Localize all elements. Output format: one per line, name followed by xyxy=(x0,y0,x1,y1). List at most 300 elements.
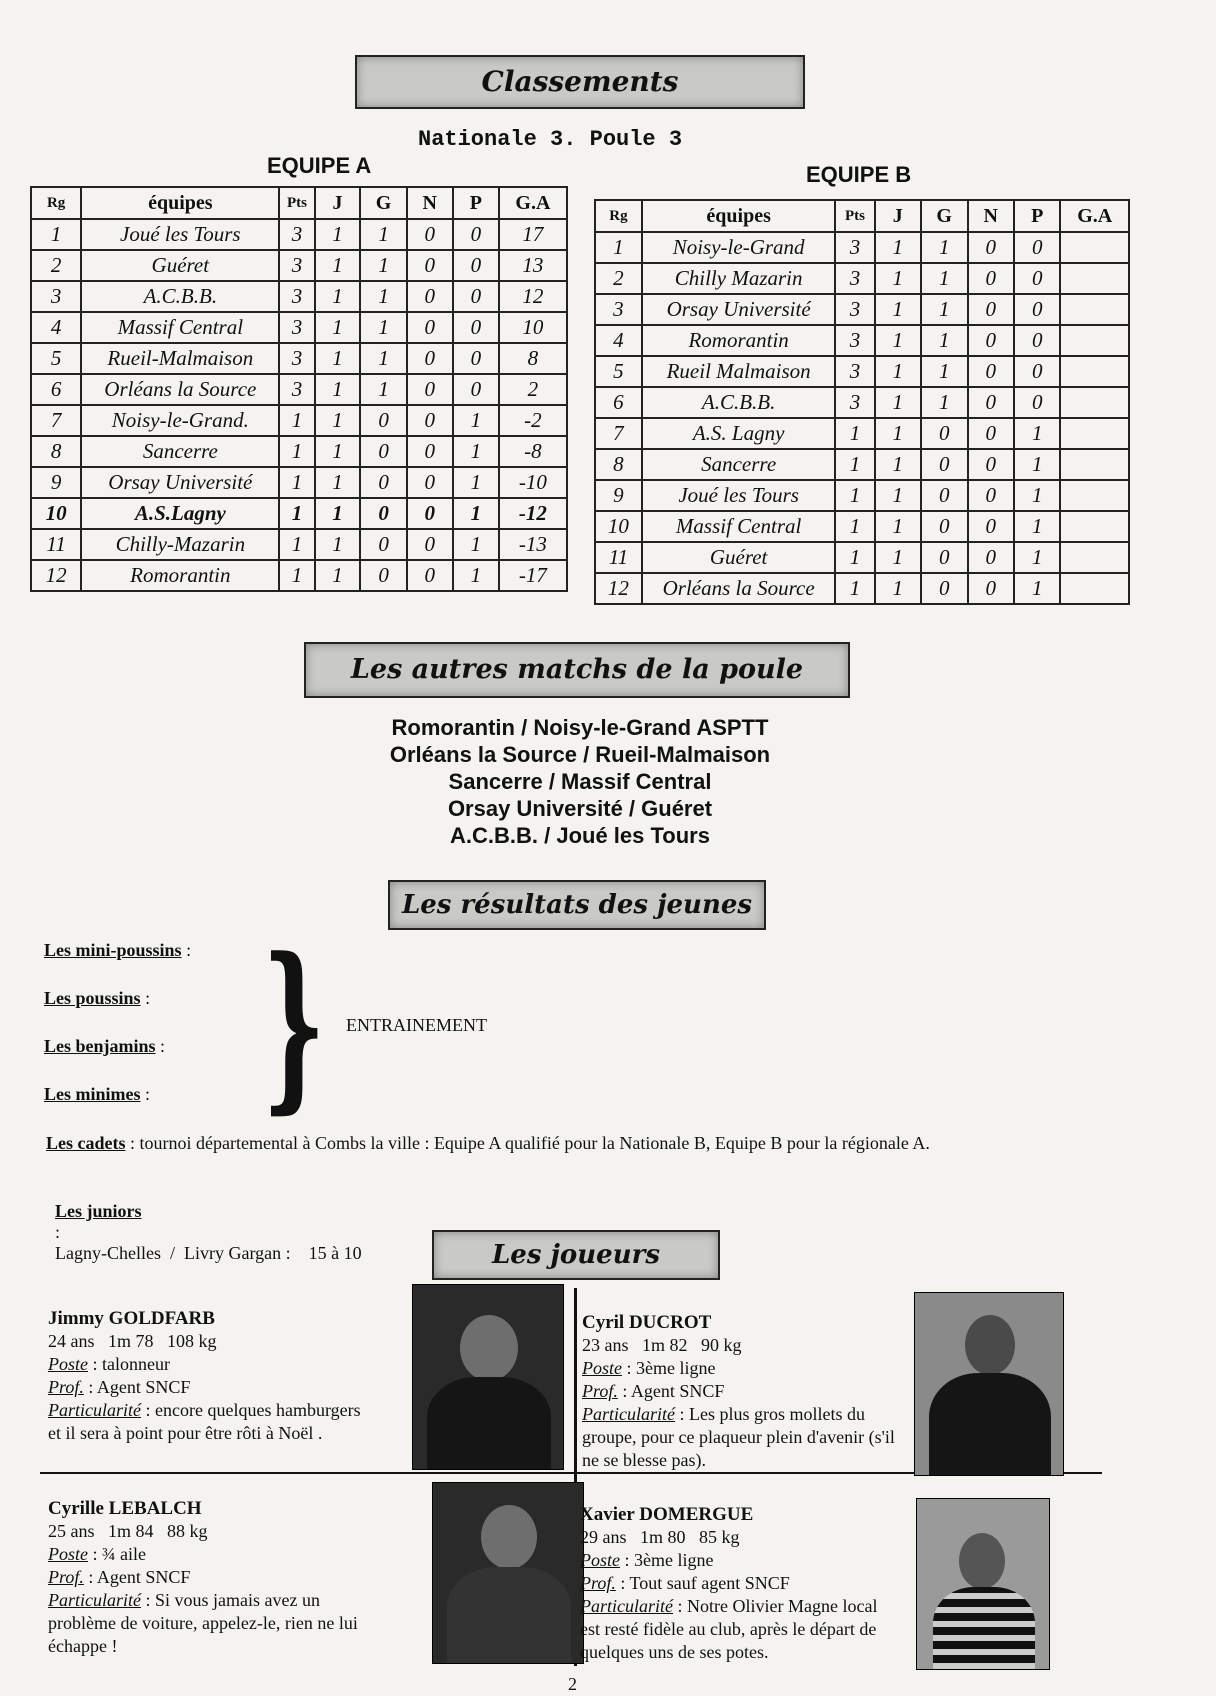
played-cell: 1 xyxy=(315,498,361,529)
team-cell: Guéret xyxy=(81,250,279,281)
played-cell: 1 xyxy=(315,436,361,467)
juniors-row xyxy=(46,1180,362,1264)
player-stats: 29 ans 1m 80 85 kg xyxy=(580,1527,740,1547)
goal-average-cell: 2 xyxy=(499,374,567,405)
rank-cell: 8 xyxy=(31,436,81,467)
won-cell: 1 xyxy=(921,325,968,356)
lost-cell: 1 xyxy=(1014,542,1060,573)
played-cell: 1 xyxy=(315,467,361,498)
table-row xyxy=(595,573,1129,604)
team-cell: Romorantin xyxy=(642,325,836,356)
youth-banner xyxy=(388,880,766,930)
lost-cell: 0 xyxy=(453,312,499,343)
goal-average-cell xyxy=(1060,356,1129,387)
played-cell: 1 xyxy=(875,480,921,511)
team-cell: Chilly Mazarin xyxy=(642,263,836,294)
points-cell: 1 xyxy=(279,436,314,467)
cadets-row xyxy=(46,1133,1196,1154)
lost-cell: 1 xyxy=(1014,418,1060,449)
goal-average-cell: -8 xyxy=(499,436,567,467)
goal-average-cell: -17 xyxy=(499,560,567,591)
won-cell: 0 xyxy=(921,480,968,511)
player-stats: 24 ans 1m 78 108 kg xyxy=(48,1331,217,1351)
goal-average-cell xyxy=(1060,418,1129,449)
cadets-label: Les cadets xyxy=(46,1133,126,1153)
lost-cell: 1 xyxy=(453,405,499,436)
played-cell: 1 xyxy=(315,374,361,405)
won-cell: 0 xyxy=(921,573,968,604)
header-goal-average: G.A xyxy=(1060,200,1129,232)
header-won: G xyxy=(360,187,406,219)
drawn-cell: 0 xyxy=(968,418,1015,449)
prof-label: Prof. xyxy=(48,1567,84,1587)
header-team: équipes xyxy=(81,187,279,219)
prof-label: Prof. xyxy=(582,1381,618,1401)
drawn-cell: 0 xyxy=(407,374,453,405)
rank-cell: 10 xyxy=(31,498,81,529)
goal-average-cell: -12 xyxy=(499,498,567,529)
table-row xyxy=(31,436,567,467)
points-cell: 1 xyxy=(835,511,874,542)
drawn-cell: 0 xyxy=(968,263,1015,294)
particularity-label: Particularité xyxy=(48,1400,141,1420)
poste-label: Poste xyxy=(582,1358,622,1378)
minimes-row xyxy=(44,1084,150,1105)
table-row xyxy=(595,511,1129,542)
played-cell: 1 xyxy=(315,343,361,374)
lost-cell: 0 xyxy=(1014,263,1060,294)
team-cell: Noisy-le-Grand. xyxy=(81,405,279,436)
table-row xyxy=(595,356,1129,387)
table-row xyxy=(31,312,567,343)
goal-average-cell xyxy=(1060,387,1129,418)
rank-cell: 5 xyxy=(595,356,642,387)
player-position: 3ème ligne xyxy=(636,1358,716,1378)
points-cell: 1 xyxy=(835,418,874,449)
player-card-ducrot: Cyril DUCROT 23 ans 1m 82 90 kg Poste : 3ème ligne Prof. : Agent SNCF Particularité : Les plus gros mollets du groupe, pour ce plaqueur plein d'avenir (s'il ne se blesse pas). xyxy=(582,1311,900,1472)
rank-cell: 9 xyxy=(31,467,81,498)
match-item: A.C.B.B. / Joué les Tours xyxy=(450,823,710,848)
player-position: ¾ aile xyxy=(102,1544,146,1564)
goal-average-cell xyxy=(1060,263,1129,294)
points-cell: 3 xyxy=(279,374,314,405)
lost-cell: 1 xyxy=(1014,449,1060,480)
poste-label: Poste xyxy=(580,1550,620,1570)
rank-cell: 8 xyxy=(595,449,642,480)
lost-cell: 0 xyxy=(453,219,499,250)
won-cell: 1 xyxy=(360,219,406,250)
won-cell: 1 xyxy=(921,294,968,325)
prof-label: Prof. xyxy=(48,1377,84,1397)
particularity-label: Particularité xyxy=(582,1404,675,1424)
table-row xyxy=(31,219,567,250)
classements-banner xyxy=(355,55,805,109)
goal-average-cell xyxy=(1060,542,1129,573)
points-cell: 1 xyxy=(835,449,874,480)
lost-cell: 0 xyxy=(453,374,499,405)
header-lost: P xyxy=(1014,200,1060,232)
drawn-cell: 0 xyxy=(407,560,453,591)
team-cell: Sancerre xyxy=(642,449,836,480)
team-cell: Rueil-Malmaison xyxy=(81,343,279,374)
rank-cell: 11 xyxy=(31,529,81,560)
drawn-cell: 0 xyxy=(968,480,1015,511)
table-row xyxy=(31,281,567,312)
rank-cell: 1 xyxy=(31,219,81,250)
player-card-lebalch: Cyrille LEBALCH 25 ans 1m 84 88 kg Poste : ¾ aile Prof. : Agent SNCF Particularité : Si vous jamais avez un problème de voiture, appelez-le, rien ne lui échappe ! xyxy=(48,1497,388,1658)
goal-average-cell: 17 xyxy=(499,219,567,250)
other-matches-banner xyxy=(304,642,850,698)
table-row xyxy=(595,387,1129,418)
players-banner xyxy=(432,1230,720,1280)
won-cell: 1 xyxy=(360,312,406,343)
won-cell: 1 xyxy=(360,281,406,312)
won-cell: 0 xyxy=(360,405,406,436)
goal-average-cell xyxy=(1060,294,1129,325)
played-cell: 1 xyxy=(875,511,921,542)
juniors-text: Lagny-Chelles / Livry Gargan : 15 à 10 xyxy=(55,1243,362,1263)
won-cell: 0 xyxy=(360,467,406,498)
particularity-label: Particularité xyxy=(48,1590,141,1610)
table-row xyxy=(31,529,567,560)
won-cell: 1 xyxy=(360,374,406,405)
players-title: Les joueurs xyxy=(492,1240,660,1270)
poussins-label: Les poussins xyxy=(44,988,141,1008)
won-cell: 0 xyxy=(360,498,406,529)
goal-average-cell xyxy=(1060,573,1129,604)
drawn-cell: 0 xyxy=(968,232,1015,263)
team-cell: Orléans la Source xyxy=(642,573,836,604)
player-stats: 23 ans 1m 82 90 kg xyxy=(582,1335,742,1355)
table-row xyxy=(595,418,1129,449)
player-photo-goldfarb xyxy=(412,1284,564,1470)
prof-label: Prof. xyxy=(580,1573,616,1593)
drawn-cell: 0 xyxy=(407,219,453,250)
drawn-cell: 0 xyxy=(968,387,1015,418)
player-position: talonneur xyxy=(102,1354,170,1374)
points-cell: 3 xyxy=(835,294,874,325)
team-cell: Guéret xyxy=(642,542,836,573)
classements-title: Classements xyxy=(481,65,679,98)
lost-cell: 1 xyxy=(453,560,499,591)
lost-cell: 1 xyxy=(453,498,499,529)
played-cell: 1 xyxy=(315,405,361,436)
played-cell: 1 xyxy=(315,250,361,281)
rank-cell: 3 xyxy=(595,294,642,325)
lost-cell: 1 xyxy=(1014,480,1060,511)
header-won: G xyxy=(921,200,968,232)
lost-cell: 1 xyxy=(453,467,499,498)
match-item: Orsay Université / Guéret xyxy=(447,796,713,821)
header-played: J xyxy=(875,200,921,232)
team-cell: Romorantin xyxy=(81,560,279,591)
won-cell: 0 xyxy=(360,560,406,591)
rank-cell: 6 xyxy=(31,374,81,405)
played-cell: 1 xyxy=(315,529,361,560)
table-row xyxy=(31,498,567,529)
header-drawn: N xyxy=(407,187,453,219)
team-cell: Joué les Tours xyxy=(81,219,279,250)
youth-title: Les résultats des jeunes xyxy=(401,890,753,920)
player-position: 3ème ligne xyxy=(634,1550,714,1570)
page-number: 2 xyxy=(568,1674,577,1694)
league-subtitle: Nationale 3. Poule 3 xyxy=(418,127,683,152)
colon: : xyxy=(145,988,151,1008)
goal-average-cell: 10 xyxy=(499,312,567,343)
points-cell: 3 xyxy=(279,312,314,343)
table-row xyxy=(595,325,1129,356)
header-goal-average: G.A xyxy=(499,187,567,219)
cadets-text: tournoi départemental à Combs la ville : Equipe A qualifié pour la Nationale B, Equipe B pour la régionale A. xyxy=(139,1133,930,1153)
points-cell: 3 xyxy=(279,281,314,312)
won-cell: 0 xyxy=(921,418,968,449)
rank-cell: 4 xyxy=(595,325,642,356)
header-team: équipes xyxy=(642,200,836,232)
table-row xyxy=(31,405,567,436)
colon: : xyxy=(130,1133,136,1153)
goal-average-cell xyxy=(1060,511,1129,542)
table-row xyxy=(595,294,1129,325)
rank-cell: 7 xyxy=(595,418,642,449)
player-card-domergue: Xavier DOMERGUE 29 ans 1m 80 85 kg Poste : 3ème ligne Prof. : Tout sauf agent SNCF Particularité : Notre Olivier Magne local est resté fidèle au club, après le départ de quelques uns de ses potes. xyxy=(580,1503,898,1664)
rank-cell: 7 xyxy=(31,405,81,436)
player-photo-domergue xyxy=(916,1498,1050,1670)
header-points: Pts xyxy=(835,200,874,232)
match-item: Orléans la Source / Rueil-Malmaison xyxy=(389,742,771,767)
table-row xyxy=(595,542,1129,573)
drawn-cell: 0 xyxy=(407,436,453,467)
points-cell: 1 xyxy=(279,560,314,591)
played-cell: 1 xyxy=(875,325,921,356)
drawn-cell: 0 xyxy=(407,405,453,436)
team-cell: A.S. Lagny xyxy=(642,418,836,449)
team-cell: A.S.Lagny xyxy=(81,498,279,529)
player-job: Tout sauf agent SNCF xyxy=(629,1573,790,1593)
lost-cell: 0 xyxy=(1014,294,1060,325)
rank-cell: 3 xyxy=(31,281,81,312)
played-cell: 1 xyxy=(315,219,361,250)
rank-cell: 12 xyxy=(31,560,81,591)
won-cell: 1 xyxy=(921,232,968,263)
won-cell: 1 xyxy=(921,356,968,387)
goal-average-cell: -2 xyxy=(499,405,567,436)
lost-cell: 0 xyxy=(1014,356,1060,387)
team-cell: A.C.B.B. xyxy=(642,387,836,418)
table-row xyxy=(595,480,1129,511)
drawn-cell: 0 xyxy=(407,250,453,281)
poussins-row xyxy=(44,988,150,1009)
mini-poussins-label: Les mini-poussins xyxy=(44,940,182,960)
team-cell: Massif Central xyxy=(642,511,836,542)
team-cell: Orsay Université xyxy=(642,294,836,325)
drawn-cell: 0 xyxy=(968,449,1015,480)
points-cell: 3 xyxy=(279,219,314,250)
goal-average-cell: 13 xyxy=(499,250,567,281)
table-row xyxy=(595,232,1129,263)
right-brace-icon: } xyxy=(262,919,326,1130)
played-cell: 1 xyxy=(875,263,921,294)
won-cell: 0 xyxy=(921,511,968,542)
points-cell: 3 xyxy=(835,263,874,294)
drawn-cell: 0 xyxy=(407,498,453,529)
played-cell: 1 xyxy=(875,449,921,480)
lost-cell: 0 xyxy=(453,281,499,312)
won-cell: 1 xyxy=(921,263,968,294)
rank-cell: 11 xyxy=(595,542,642,573)
juniors-label: Les juniors xyxy=(55,1201,142,1221)
played-cell: 1 xyxy=(875,294,921,325)
drawn-cell: 0 xyxy=(968,356,1015,387)
player-particularity: Si vous jamais avez un problème de voiture, appelez-le, rien ne lui échappe ! xyxy=(48,1590,358,1656)
rank-cell: 12 xyxy=(595,573,642,604)
table-row xyxy=(595,449,1129,480)
mini-poussins-row xyxy=(44,940,191,961)
particularity-label: Particularité xyxy=(580,1596,673,1616)
header-rank: Rg xyxy=(31,187,81,219)
drawn-cell: 0 xyxy=(407,312,453,343)
points-cell: 3 xyxy=(279,250,314,281)
rank-cell: 6 xyxy=(595,387,642,418)
header-points: Pts xyxy=(279,187,314,219)
poste-label: Poste xyxy=(48,1544,88,1564)
goal-average-cell xyxy=(1060,480,1129,511)
table-row xyxy=(31,343,567,374)
goal-average-cell: 8 xyxy=(499,343,567,374)
header-drawn: N xyxy=(968,200,1015,232)
benjamins-label: Les benjamins xyxy=(44,1036,156,1056)
header-played: J xyxy=(315,187,361,219)
rank-cell: 1 xyxy=(595,232,642,263)
played-cell: 1 xyxy=(875,232,921,263)
goal-average-cell: -13 xyxy=(499,529,567,560)
player-photo-ducrot xyxy=(914,1292,1064,1476)
team-b-standings-table xyxy=(594,199,1130,605)
lost-cell: 1 xyxy=(453,529,499,560)
player-job: Agent SNCF xyxy=(630,1381,725,1401)
match-item: Romorantin / Noisy-le-Grand ASPTT xyxy=(391,715,769,740)
colon: : xyxy=(145,1084,151,1104)
team-cell: Rueil Malmaison xyxy=(642,356,836,387)
team-cell: Massif Central xyxy=(81,312,279,343)
table-row xyxy=(31,560,567,591)
table-row xyxy=(595,263,1129,294)
player-name: Xavier DOMERGUE xyxy=(580,1504,754,1525)
points-cell: 3 xyxy=(835,232,874,263)
minimes-label: Les minimes xyxy=(44,1084,141,1104)
player-particularity: Notre Olivier Magne local est resté fidèle au club, après le départ de quelques uns de ses potes. xyxy=(580,1596,878,1662)
rank-cell: 5 xyxy=(31,343,81,374)
team-a-standings-table xyxy=(30,186,568,592)
rank-cell: 10 xyxy=(595,511,642,542)
lost-cell: 0 xyxy=(453,250,499,281)
played-cell: 1 xyxy=(315,312,361,343)
played-cell: 1 xyxy=(875,573,921,604)
lost-cell: 0 xyxy=(453,343,499,374)
lost-cell: 1 xyxy=(1014,511,1060,542)
points-cell: 1 xyxy=(279,498,314,529)
colon: : xyxy=(160,1036,166,1056)
goal-average-cell xyxy=(1060,325,1129,356)
played-cell: 1 xyxy=(875,387,921,418)
drawn-cell: 0 xyxy=(968,542,1015,573)
drawn-cell: 0 xyxy=(968,573,1015,604)
team-cell: Sancerre xyxy=(81,436,279,467)
won-cell: 0 xyxy=(360,529,406,560)
rank-cell: 2 xyxy=(31,250,81,281)
team-cell: Orléans la Source xyxy=(81,374,279,405)
points-cell: 3 xyxy=(835,387,874,418)
goal-average-cell: -10 xyxy=(499,467,567,498)
rank-cell: 9 xyxy=(595,480,642,511)
team-cell: A.C.B.B. xyxy=(81,281,279,312)
played-cell: 1 xyxy=(875,418,921,449)
table-row xyxy=(31,467,567,498)
won-cell: 0 xyxy=(921,449,968,480)
training-text: ENTRAINEMENT xyxy=(346,1015,487,1035)
team-cell: Joué les Tours xyxy=(642,480,836,511)
drawn-cell: 0 xyxy=(968,511,1015,542)
played-cell: 1 xyxy=(875,356,921,387)
table-header-row xyxy=(31,187,567,219)
player-name: Cyril DUCROT xyxy=(582,1312,712,1333)
player-job: Agent SNCF xyxy=(96,1377,191,1397)
drawn-cell: 0 xyxy=(407,343,453,374)
header-lost: P xyxy=(453,187,499,219)
drawn-cell: 0 xyxy=(407,529,453,560)
lost-cell: 0 xyxy=(1014,232,1060,263)
team-a-label: EQUIPE A xyxy=(267,153,372,178)
played-cell: 1 xyxy=(875,542,921,573)
drawn-cell: 0 xyxy=(968,294,1015,325)
drawn-cell: 0 xyxy=(407,281,453,312)
player-stats: 25 ans 1m 84 88 kg xyxy=(48,1521,208,1541)
other-matches-list xyxy=(300,714,860,849)
table-row xyxy=(31,250,567,281)
drawn-cell: 0 xyxy=(407,467,453,498)
team-b-label: EQUIPE B xyxy=(806,162,912,187)
player-name: Cyrille LEBALCH xyxy=(48,1498,202,1519)
points-cell: 3 xyxy=(835,356,874,387)
goal-average-cell: 12 xyxy=(499,281,567,312)
rank-cell: 4 xyxy=(31,312,81,343)
team-cell: Chilly-Mazarin xyxy=(81,529,279,560)
lost-cell: 1 xyxy=(1014,573,1060,604)
colon: : xyxy=(186,940,192,960)
won-cell: 1 xyxy=(360,343,406,374)
points-cell: 1 xyxy=(835,573,874,604)
points-cell: 1 xyxy=(279,405,314,436)
drawn-cell: 0 xyxy=(968,325,1015,356)
player-name: Jimmy GOLDFARB xyxy=(48,1308,215,1329)
points-cell: 3 xyxy=(835,325,874,356)
points-cell: 1 xyxy=(835,480,874,511)
lost-cell: 1 xyxy=(453,436,499,467)
player-job: Agent SNCF xyxy=(96,1567,191,1587)
match-item: Sancerre / Massif Central xyxy=(448,769,712,794)
points-cell: 1 xyxy=(279,529,314,560)
won-cell: 0 xyxy=(360,436,406,467)
table-header-row xyxy=(595,200,1129,232)
player-photo-lebalch xyxy=(432,1482,584,1664)
won-cell: 1 xyxy=(921,387,968,418)
goal-average-cell xyxy=(1060,232,1129,263)
colon: : xyxy=(55,1222,61,1242)
won-cell: 1 xyxy=(360,250,406,281)
played-cell: 1 xyxy=(315,560,361,591)
played-cell: 1 xyxy=(315,281,361,312)
other-matches-title: Les autres matchs de la poule xyxy=(350,654,804,685)
header-rank: Rg xyxy=(595,200,642,232)
